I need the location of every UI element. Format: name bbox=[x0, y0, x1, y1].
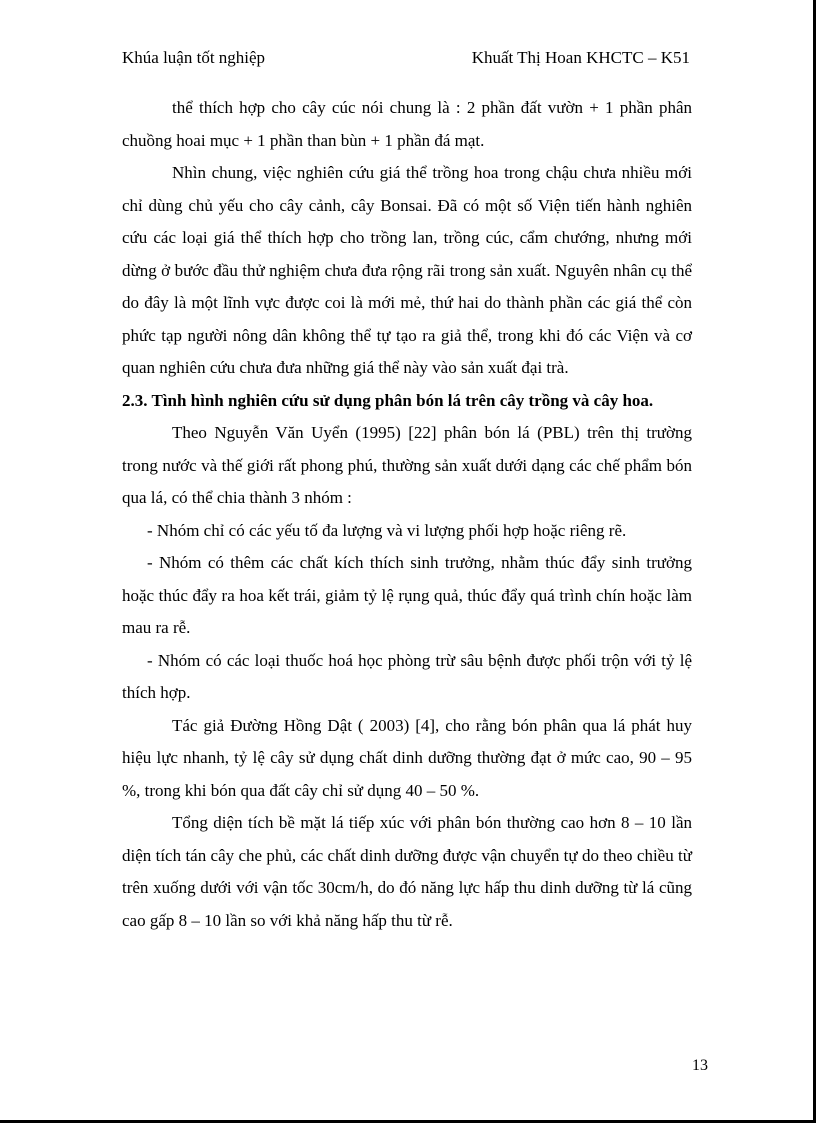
paragraph-2: Nhìn chung, việc nghiên cứu giá thể trồng hoa trong chậu chưa nhiều mới chỉ dùng chủ yếu cho cây cảnh, cây Bonsai. Đã có một số Viện tiến hành nghiên cứu các loại giá thể thích hợp cho trồng lan, trồng cúc, cẩm chướng, nhưng mới dừng ở bước đầu thử nghiệm chưa đưa rộng rãi trong sản xuất. Nguyên nhân cụ thể do đây là một lĩnh vực được coi là mới mẻ, thứ hai do thành phần các giá thể còn phức tạp người nông dân không thể tự tạo ra giả thể, trong khi đó các Viện và cơ quan nghiên cứu chưa đưa những giá thể này vào sản xuất đại trà. bbox=[122, 163, 692, 377]
paragraph-3: Theo Nguyễn Văn Uyển (1995) [22] phân bón lá (PBL) trên thị trường trong nước và thế giới rất phong phú, thường sản xuất dưới dạng các chế phẩm bón qua lá, có thể chia thành 3 nhóm : bbox=[122, 423, 692, 507]
header-right: Khuất Thị Hoan KHCTC – K51 bbox=[471, 48, 690, 67]
bullet-3: - Nhóm có các loại thuốc hoá học phòng trừ sâu bệnh được phối trộn với tỷ lệ thích hợp. bbox=[122, 650, 692, 702]
page-header bbox=[122, 48, 690, 72]
paragraph-4: Tác giả Đường Hồng Dật ( 2003) [4], cho rằng bón phân qua lá phát huy hiệu lực nhanh, tỷ lệ cây sử dụng chất dinh dưỡng thường đạt ở mức cao, 90 – 95 %, trong khi bón qua đất cây chỉ sử dụng 40 – 50 %. bbox=[122, 715, 692, 800]
paragraph-1: thể thích hợp cho cây cúc nói chung là : 2 phần đất vườn + 1 phần phân chuồng hoai mục + 1 phần than bùn + 1 phần đá mạt. bbox=[122, 98, 692, 150]
section-heading: 2.3. Tình hình nghiên cứu sử dụng phân bón lá trên cây trồng và cây hoa. bbox=[122, 390, 654, 410]
body-text bbox=[122, 92, 692, 937]
header-left: Khúa luận tốt nghiệp bbox=[122, 48, 266, 67]
paragraph-5: Tổng diện tích bề mặt lá tiếp xúc với phân bón thường cao hơn 8 – 10 lần diện tích tán cây che phủ, các chất dinh dưỡng được vận chuyển tự do theo chiều từ trên xuống dưới với vận tốc 30cm/h, do đó năng lực hấp thu dinh dưỡng từ lá cũng cao gấp 8 – 10 lần so với khả năng hấp thu từ rễ. bbox=[122, 813, 692, 930]
bullet-2: - Nhóm có thêm các chất kích thích sinh trưởng, nhằm thúc đẩy sinh trưởng hoặc thúc đẩy ra hoa kết trái, giảm tỷ lệ rụng quả, thúc đẩy quá trình chín hoặc làm mau ra rễ. bbox=[122, 553, 692, 637]
page-number: 13 bbox=[692, 1057, 708, 1074]
bullet-1: - Nhóm chỉ có các yếu tố đa lượng và vi lượng phối hợp hoặc riêng rẽ. bbox=[147, 520, 627, 540]
